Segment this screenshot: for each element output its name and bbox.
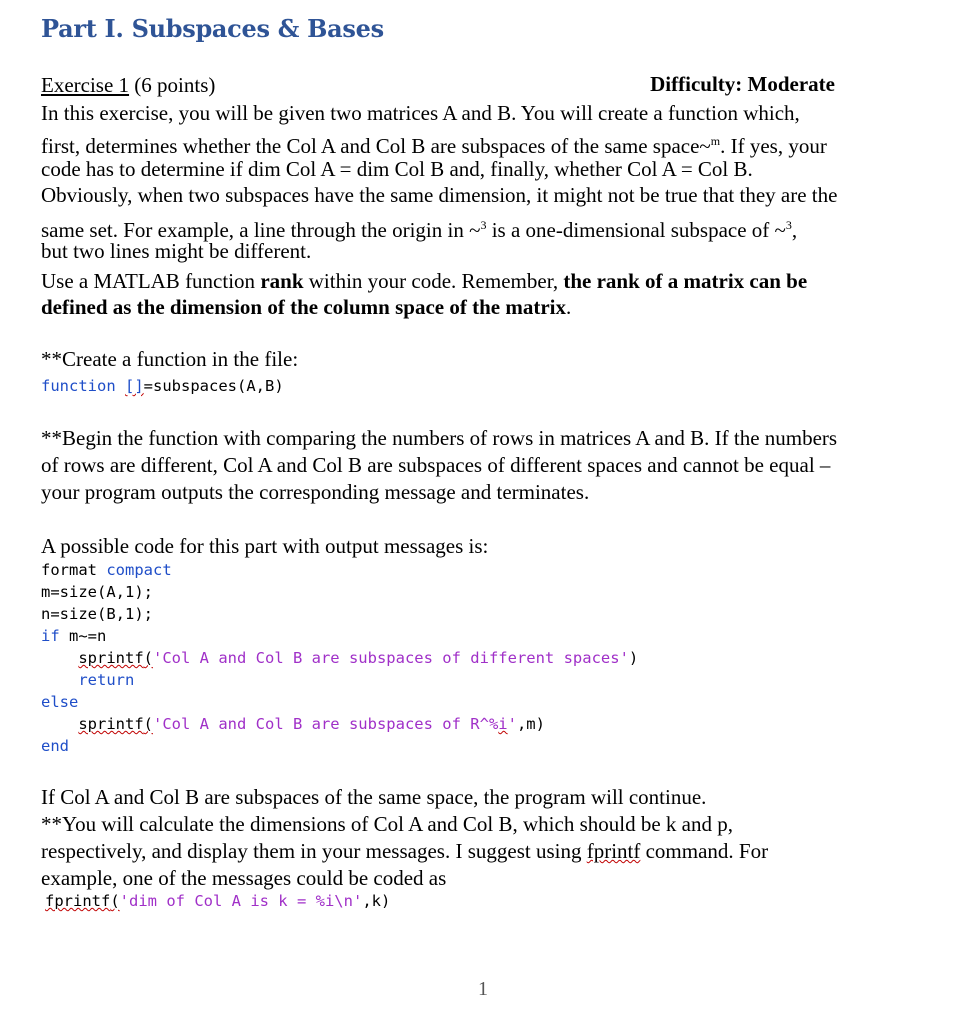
function-name: =subspaces(A,B) [143,377,284,395]
reals-exponent: m [710,134,721,148]
output-brackets: [] [125,377,144,395]
code-condition: m~=n [59,627,107,645]
reals-exponent: 3 [785,218,792,232]
page-number: 1 [478,978,488,1000]
para2-end: . [565,295,572,319]
para2-text: within your code. Remember, [303,269,564,293]
para4-text: respectively, and display them in your messages. I suggest using [41,839,587,863]
para1-line5-end: , [791,218,798,242]
code-string: 'dim of Col A is k = %i\n' [119,892,363,910]
code-return-keyword: return [78,671,135,689]
code-fprintf: fprintf [45,892,111,910]
para1-line6: but two lines might be different. [41,239,312,263]
code-paren: ) [628,649,639,667]
para1-line1: In this exercise, you will be given two matrices A and B. You will create a function which, [41,101,800,125]
fprintf-example [45,890,390,912]
para4-line3 [41,838,768,865]
rank-keyword: rank [260,269,304,293]
para4-line1: If Col A and Col B are subspaces of the same space, the program will continue. [41,785,707,809]
code-string: 'Col A and Col B are subspaces of different spaces' [153,649,629,667]
code-compact: compact [106,561,172,579]
para1-line5-mid: is a one-dimensional subspace of [486,218,775,242]
code-else-keyword: else [41,693,79,711]
para1-line2-end: . If yes, your [720,134,827,158]
exercise-title: Exercise 1 [41,73,130,97]
para1-line2-text: first, determines whether the Col A and Col B are subspaces of the same space [41,134,700,158]
code-if-keyword: if [41,627,60,645]
reals-symbol: ~ [774,218,786,242]
code-format: format [41,561,107,579]
rank-definition: the rank of a matrix can be [563,269,808,293]
reals-exponent: 3 [480,218,487,232]
code-line: m=size(A,1); [41,583,153,601]
para3-line1: **Begin the function with comparing the numbers of rows in matrices A and B. If the numbers [41,426,838,450]
code-paren: ( [143,715,153,733]
para2-text: Use a MATLAB function [41,269,261,293]
para4-line4: example, one of the messages could be coded as [41,866,447,890]
code-string: ' [507,715,517,733]
para1-line5-text: same set. For example, a line through the origin in [41,218,470,242]
code-sprintf: sprintf [78,715,144,733]
code-paren: ( [143,649,153,667]
exercise-points: (6 points) [129,73,216,97]
para2-line2 [41,294,571,321]
function-keyword: function [41,377,116,395]
para4-line2: **You will calculate the dimensions of Col A and Col B, which should be k and p, [41,812,733,836]
para3-line2: of rows are different, Col A and Col B are subspaces of different spaces and cannot be equal – [41,453,831,477]
code-string: i [498,715,508,733]
possible-code-intro: A possible code for this part with output messages is: [41,534,489,558]
code-paren: ( [110,892,120,910]
para2-line1 [41,268,807,295]
para1-line3: code has to determine if dim Col A = dim Col B and, finally, whether Col A = Col B. [41,157,753,181]
code-args: ,k) [362,892,391,910]
create-note: **Create a function in the file: [41,347,299,371]
reals-symbol: ~ [469,218,481,242]
code-sprintf: sprintf [78,649,144,667]
code-line: n=size(B,1); [41,605,153,623]
para4-text: command. For [640,839,769,863]
fprintf-word: fprintf [586,839,641,863]
para3-line3: your program outputs the corresponding message and terminates. [41,480,590,504]
reals-symbol: ~ [699,134,711,158]
code-string: 'Col A and Col B are subspaces of R^% [153,715,499,733]
rank-definition: defined as the dimension of the column space of the matrix [41,295,566,319]
difficulty-label: Difficulty: Moderate [650,72,835,96]
code-end-keyword: end [41,737,69,755]
code-args: ,m) [516,715,545,733]
code-block [41,559,638,757]
exercise-title-line [41,72,215,99]
section-heading: Part I. Subspaces & Bases [41,14,384,43]
para1-line4: Obviously, when two subspaces have the same dimension, it might not be true that they are the [41,183,838,207]
function-signature [41,375,284,397]
